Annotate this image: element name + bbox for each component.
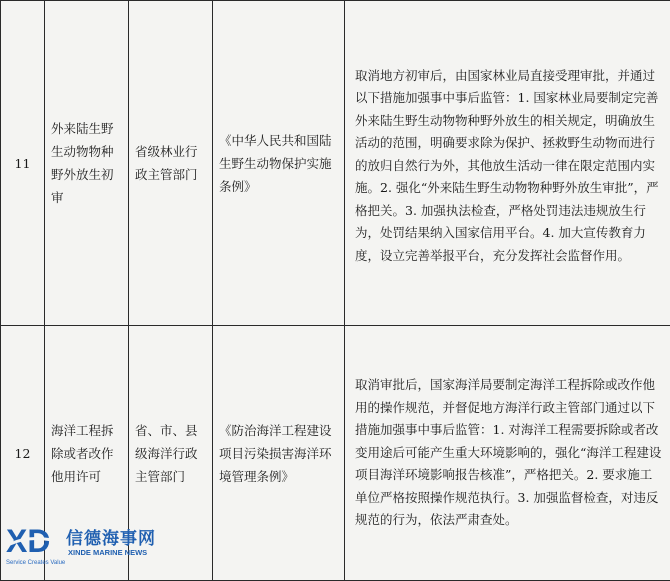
watermark-brand-en: XINDE MARINE NEWS [68, 548, 147, 557]
svg-text:XD: XD [6, 523, 50, 558]
watermark-tagline: Service Creates Value [6, 560, 65, 566]
item-name: 外来陆生野生动物物种野外放生初审 [45, 1, 129, 326]
xinde-logo [4, 522, 64, 558]
watermark [4, 522, 174, 570]
legal-basis: 《中华人民共和国陆生野生动物保护实施条例》 [213, 1, 345, 326]
supervision-measures: 取消地方初审后，由国家林业局直接受理审批，并通过以下措施加强事中事后监管：1. 国家林业局要制定完善外来陆生野生动物物种野外放生的相关规定，明确放生活动的范围，明确要求除为保护、拯救野生动物而进行的放归自然行为外，其他放生活动一律在限定范围内实施。2. 强化“外来陆生野生动物物种野外放生审批”，严格把关。3. 加强执法检查，严格处罚违法违规放生行为，处罚结果纳入国家信用平台。4. 加大宣传教育力度，设立完善举报平台，充分发挥社会监督作用。 [345, 1, 670, 326]
implementing-department: 省级林业行政主管部门 [129, 1, 213, 326]
table-row [1, 1, 670, 326]
implementing-department: 省、市、县级海洋行政主管部门 [129, 326, 213, 581]
item-name: 海洋工程拆除或者改作他用许可 [45, 326, 129, 581]
legal-basis: 《防治海洋工程建设项目污染损害海洋环境管理条例》 [213, 326, 345, 581]
row-number: 11 [1, 1, 45, 326]
row-number: 12 [1, 326, 45, 581]
watermark-brand-cn: 信德海事网 [66, 524, 156, 549]
supervision-measures: 取消审批后，国家海洋局要制定海洋工程拆除或改作他用的操作规范，并督促地方海洋行政主管部门通过以下措施加强事中事后监管：1. 对海洋工程需要拆除或者改变用途后可能产生重大环境影响的，强化“海洋工程建设项目海洋环境影响报告核准”，严格把关。2. 要求施工单位严格按照操作规范执行。3. 加强监督检查，对违反规范的行为，依法严肃查处。 [345, 326, 670, 581]
